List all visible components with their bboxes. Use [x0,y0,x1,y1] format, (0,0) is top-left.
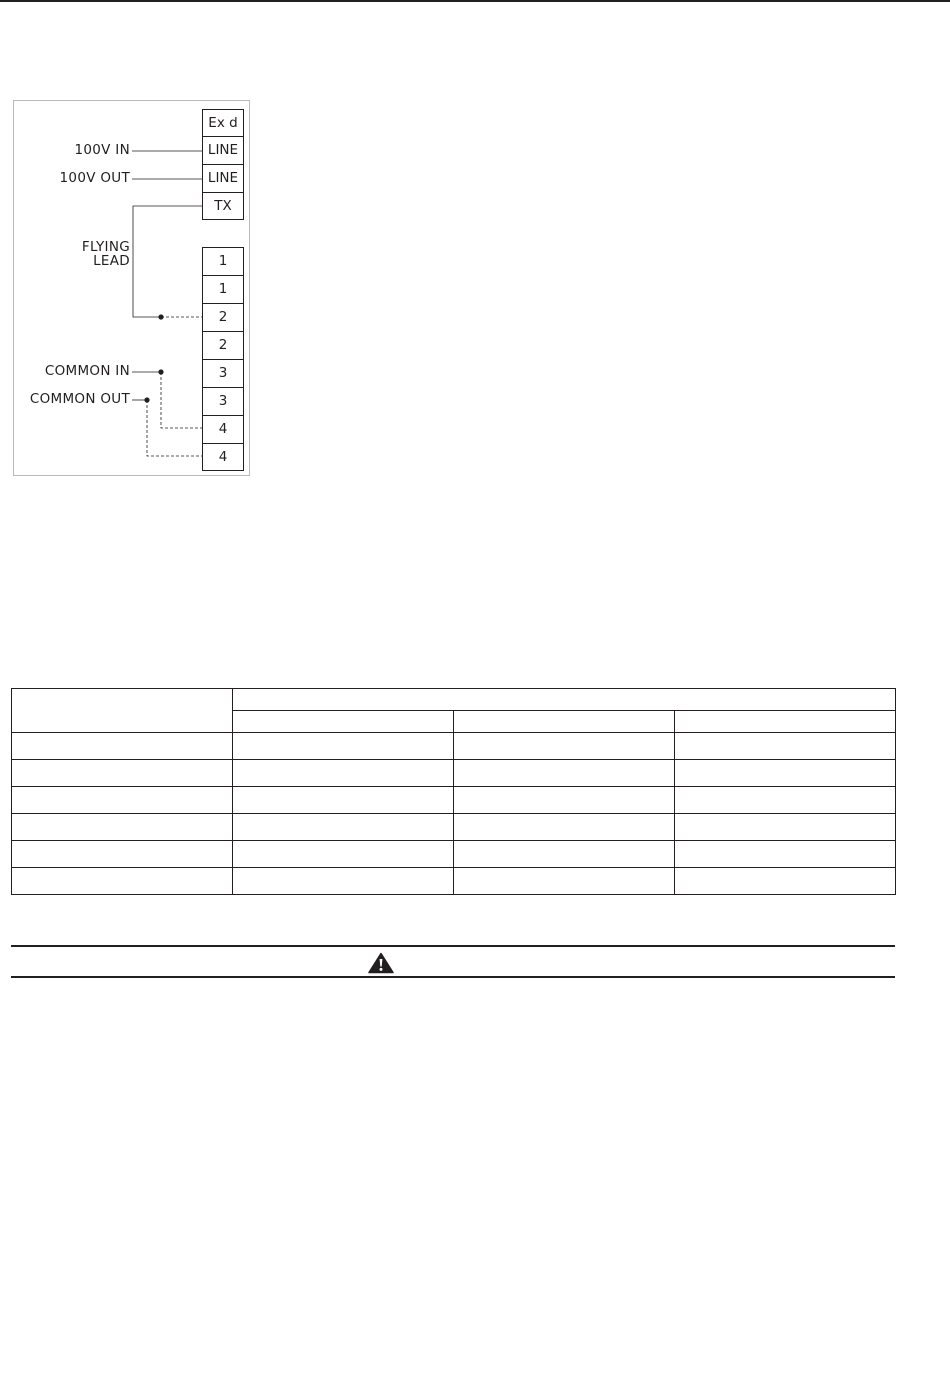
table-row [12,733,896,760]
table-cell [675,814,896,841]
terminal-4b: 4 [202,443,244,471]
label-lead: LEAD [93,253,130,269]
table-cell [12,814,233,841]
table-header-cell [12,689,233,733]
label-common-in: COMMON IN [44,363,130,379]
link-common-in-to-4 [161,372,202,428]
wire-flying-lead [133,206,202,317]
table-cell [233,868,454,895]
table-cell [454,760,675,787]
terminal-2b: 2 [202,331,244,360]
table-cell [12,868,233,895]
table-row [12,760,896,787]
table-cell [12,760,233,787]
table-cell [454,733,675,760]
terminal-line-out: LINE [202,164,244,193]
wiring-lines [0,0,950,500]
table-cell [454,814,675,841]
terminal-3b: 3 [202,387,244,416]
table-cell [675,841,896,868]
table-header-cell [454,711,675,733]
table-cell [454,787,675,814]
label-100v-out: 100V OUT [59,170,130,186]
warning-triangle-icon [368,952,394,974]
table-header-cell [233,689,896,711]
table-cell [12,787,233,814]
terminal-exd: Ex d [202,109,244,137]
label-100v-in: 100V IN [74,142,130,158]
label-common-out: COMMON OUT [29,391,130,407]
table-row [12,814,896,841]
table-cell [675,760,896,787]
table-cell [233,787,454,814]
warning-bar [11,945,895,978]
table-cell [675,787,896,814]
table-cell [675,733,896,760]
terminal-4a: 4 [202,415,244,444]
spec-table [11,688,896,895]
table-cell [454,841,675,868]
table-row [12,868,896,895]
table-row [12,841,896,868]
table-cell [233,760,454,787]
terminal-tx: TX [202,192,244,220]
terminal-1b: 1 [202,275,244,304]
terminal-3a: 3 [202,359,244,388]
table-cell [454,868,675,895]
terminal-2a: 2 [202,303,244,332]
table-cell [233,733,454,760]
table-cell [233,814,454,841]
table-header-cell [675,711,896,733]
terminal-line-in: LINE [202,136,244,165]
table-cell [12,841,233,868]
terminal-1a: 1 [202,247,244,276]
table-header-row [12,689,896,711]
table-cell [12,733,233,760]
link-common-out-to-4 [147,400,202,456]
junction-dot [158,314,163,319]
label-flying: FLYING [81,239,130,255]
table-row [12,787,896,814]
table-cell [233,841,454,868]
table-header-cell [233,711,454,733]
table-cell [675,868,896,895]
